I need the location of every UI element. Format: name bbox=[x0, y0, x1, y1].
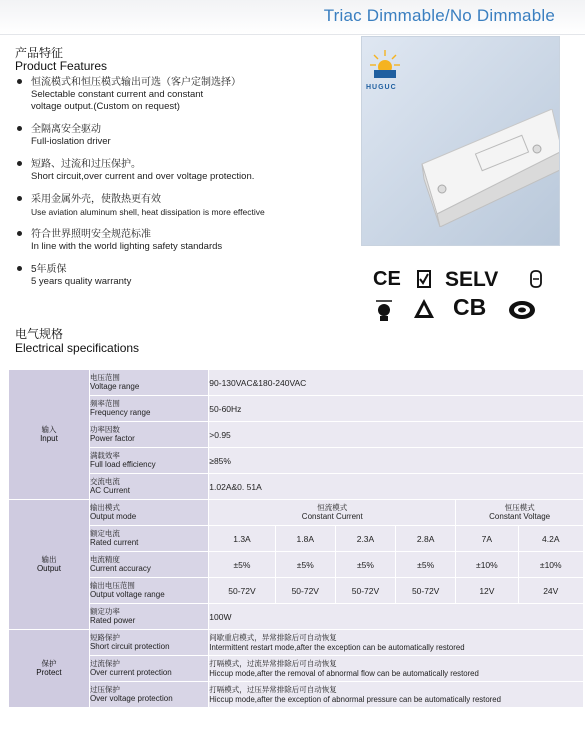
brand-logo-icon bbox=[368, 47, 402, 81]
cell: 50-72V bbox=[275, 578, 335, 604]
feature-cn: 恒流模式和恒压模式输出可选（客户定制选择） bbox=[31, 77, 241, 88]
row-label: 满载效率 Full load efficiency bbox=[89, 448, 208, 474]
row-value: 打嗝模式，过压异常排除后可自动恢复 Hiccup mode,after the exception of abnormal pressure can be automatically restored bbox=[209, 682, 584, 708]
certification-marks bbox=[373, 268, 553, 328]
cell: ±10% bbox=[518, 552, 583, 578]
features-title-cn: 产品特征 bbox=[15, 46, 64, 60]
table-row bbox=[9, 422, 584, 448]
constant-current-header: 恒流模式 Constant Current bbox=[209, 500, 456, 526]
row-label: 短路保护 Short circuit protection bbox=[89, 630, 208, 656]
feature-en: 5 years quality warranty bbox=[31, 276, 132, 287]
features-list bbox=[15, 76, 355, 298]
compliance-mark-icon bbox=[417, 270, 431, 288]
feature-en: Short circuit,over current and over voltage protection. bbox=[31, 171, 255, 182]
row-label: 输出电压范围 Output voltage range bbox=[89, 578, 208, 604]
cell: 50-72V bbox=[209, 578, 275, 604]
bullet-icon bbox=[17, 79, 22, 84]
cell: 50-72V bbox=[335, 578, 395, 604]
feature-item bbox=[15, 158, 355, 183]
cell: 7A bbox=[456, 526, 518, 552]
feature-item bbox=[15, 123, 355, 148]
table-row bbox=[9, 630, 584, 656]
cell: 1.8A bbox=[275, 526, 335, 552]
table-row bbox=[9, 656, 584, 682]
feature-en: Full-ioslation driver bbox=[31, 136, 111, 147]
protect-category: 保护 Protect bbox=[9, 630, 90, 708]
class-mark-icon bbox=[529, 270, 543, 288]
table-row bbox=[9, 552, 584, 578]
constant-voltage-header: 恒压模式 Constant Voltage bbox=[456, 500, 584, 526]
cell: 12V bbox=[456, 578, 518, 604]
input-category: 输入 Input bbox=[9, 370, 90, 500]
bullet-icon bbox=[17, 231, 22, 236]
row-value: 100W bbox=[209, 604, 584, 630]
cell: ±5% bbox=[275, 552, 335, 578]
brand-name: HUGUC bbox=[366, 84, 397, 91]
bullet-icon bbox=[17, 161, 22, 166]
saa-mark-icon bbox=[413, 298, 435, 320]
row-value: 打嗝模式，过流异常排除后可自动恢复 Hiccup mode,after the removal of abnormal flow can be automatically restored bbox=[209, 656, 584, 682]
row-label: 电压范围 Voltage range bbox=[89, 370, 208, 396]
row-label: 额定功率 Rated power bbox=[89, 604, 208, 630]
features-title-en: Product Features bbox=[15, 59, 108, 73]
bullet-icon bbox=[17, 266, 22, 271]
cell: 2.8A bbox=[396, 526, 456, 552]
feature-en: Use aviation aluminum shell, heat dissipation is more effective bbox=[31, 207, 265, 217]
cell: 4.2A bbox=[518, 526, 583, 552]
feature-item bbox=[15, 228, 355, 253]
cb-mark: CB bbox=[453, 294, 487, 320]
cell: 50-72V bbox=[396, 578, 456, 604]
table-row bbox=[9, 500, 584, 526]
output-category: 输出 Output bbox=[9, 500, 90, 630]
bullet-icon bbox=[17, 196, 22, 201]
feature-en: Selectable constant current and constant bbox=[31, 89, 204, 100]
cell: ±5% bbox=[209, 552, 275, 578]
row-label: 过压保护 Over voltage protection bbox=[89, 682, 208, 708]
row-value: 90-130VAC&180-240VAC bbox=[209, 370, 584, 396]
row-label: 功率因数 Power factor bbox=[89, 422, 208, 448]
lamp-safety-mark-icon bbox=[373, 298, 395, 322]
table-row bbox=[9, 578, 584, 604]
product-image bbox=[361, 36, 560, 246]
banner-title: Triac Dimmable/No Dimmable bbox=[323, 6, 555, 25]
row-value: >0.95 bbox=[209, 422, 584, 448]
spec-table bbox=[8, 369, 584, 708]
feature-cn: 5年质保 bbox=[31, 264, 67, 275]
table-row bbox=[9, 448, 584, 474]
feature-item bbox=[15, 193, 355, 218]
selv-mark: SELV bbox=[445, 268, 499, 291]
table-row bbox=[9, 604, 584, 630]
row-value: 50-60Hz bbox=[209, 396, 584, 422]
header-bar bbox=[0, 0, 585, 35]
row-value: ≥85% bbox=[209, 448, 584, 474]
led-driver-icon bbox=[402, 109, 560, 227]
row-label: 交流电流 AC Current bbox=[89, 474, 208, 500]
elec-title-cn: 电气规格 bbox=[15, 327, 64, 341]
feature-cn: 符合世界照明安全规范标准 bbox=[31, 229, 151, 240]
row-label: 输出模式 Output mode bbox=[89, 500, 208, 526]
elec-title-en: Electrical specifications bbox=[15, 341, 140, 355]
row-value: 1.02A&0. 51A bbox=[209, 474, 584, 500]
table-row bbox=[9, 474, 584, 500]
bullet-icon bbox=[17, 126, 22, 131]
cell: ±5% bbox=[396, 552, 456, 578]
row-label: 电流精度 Current accuracy bbox=[89, 552, 208, 578]
cell: 1.3A bbox=[209, 526, 275, 552]
table-row bbox=[9, 526, 584, 552]
feature-cn: 短路、过流和过压保护。 bbox=[31, 159, 141, 170]
feature-cn: 采用金属外壳，使散热更有效 bbox=[31, 194, 161, 205]
cell: 24V bbox=[518, 578, 583, 604]
table-row bbox=[9, 370, 584, 396]
table-row bbox=[9, 682, 584, 708]
table-row bbox=[9, 396, 584, 422]
row-value: 间歇重启模式，异常排除后可自动恢复 Intermittent restart mode,after the exception can be automatically restored bbox=[209, 630, 584, 656]
feature-item bbox=[15, 76, 355, 113]
feature-item bbox=[15, 263, 355, 288]
cell: 2.3A bbox=[335, 526, 395, 552]
emc-mark-icon bbox=[507, 298, 537, 322]
row-label: 频率范围 Frequency range bbox=[89, 396, 208, 422]
feature-cn: 全隔离安全驱动 bbox=[31, 124, 101, 135]
cell: ±5% bbox=[335, 552, 395, 578]
row-label: 过流保护 Over current protection bbox=[89, 656, 208, 682]
ce-mark: CE bbox=[373, 268, 401, 290]
feature-en: In line with the world lighting safety standards bbox=[31, 241, 223, 252]
cell: ±10% bbox=[456, 552, 518, 578]
row-label: 额定电流 Rated current bbox=[89, 526, 208, 552]
feature-en: voltage output.(Custom on request) bbox=[31, 101, 180, 112]
